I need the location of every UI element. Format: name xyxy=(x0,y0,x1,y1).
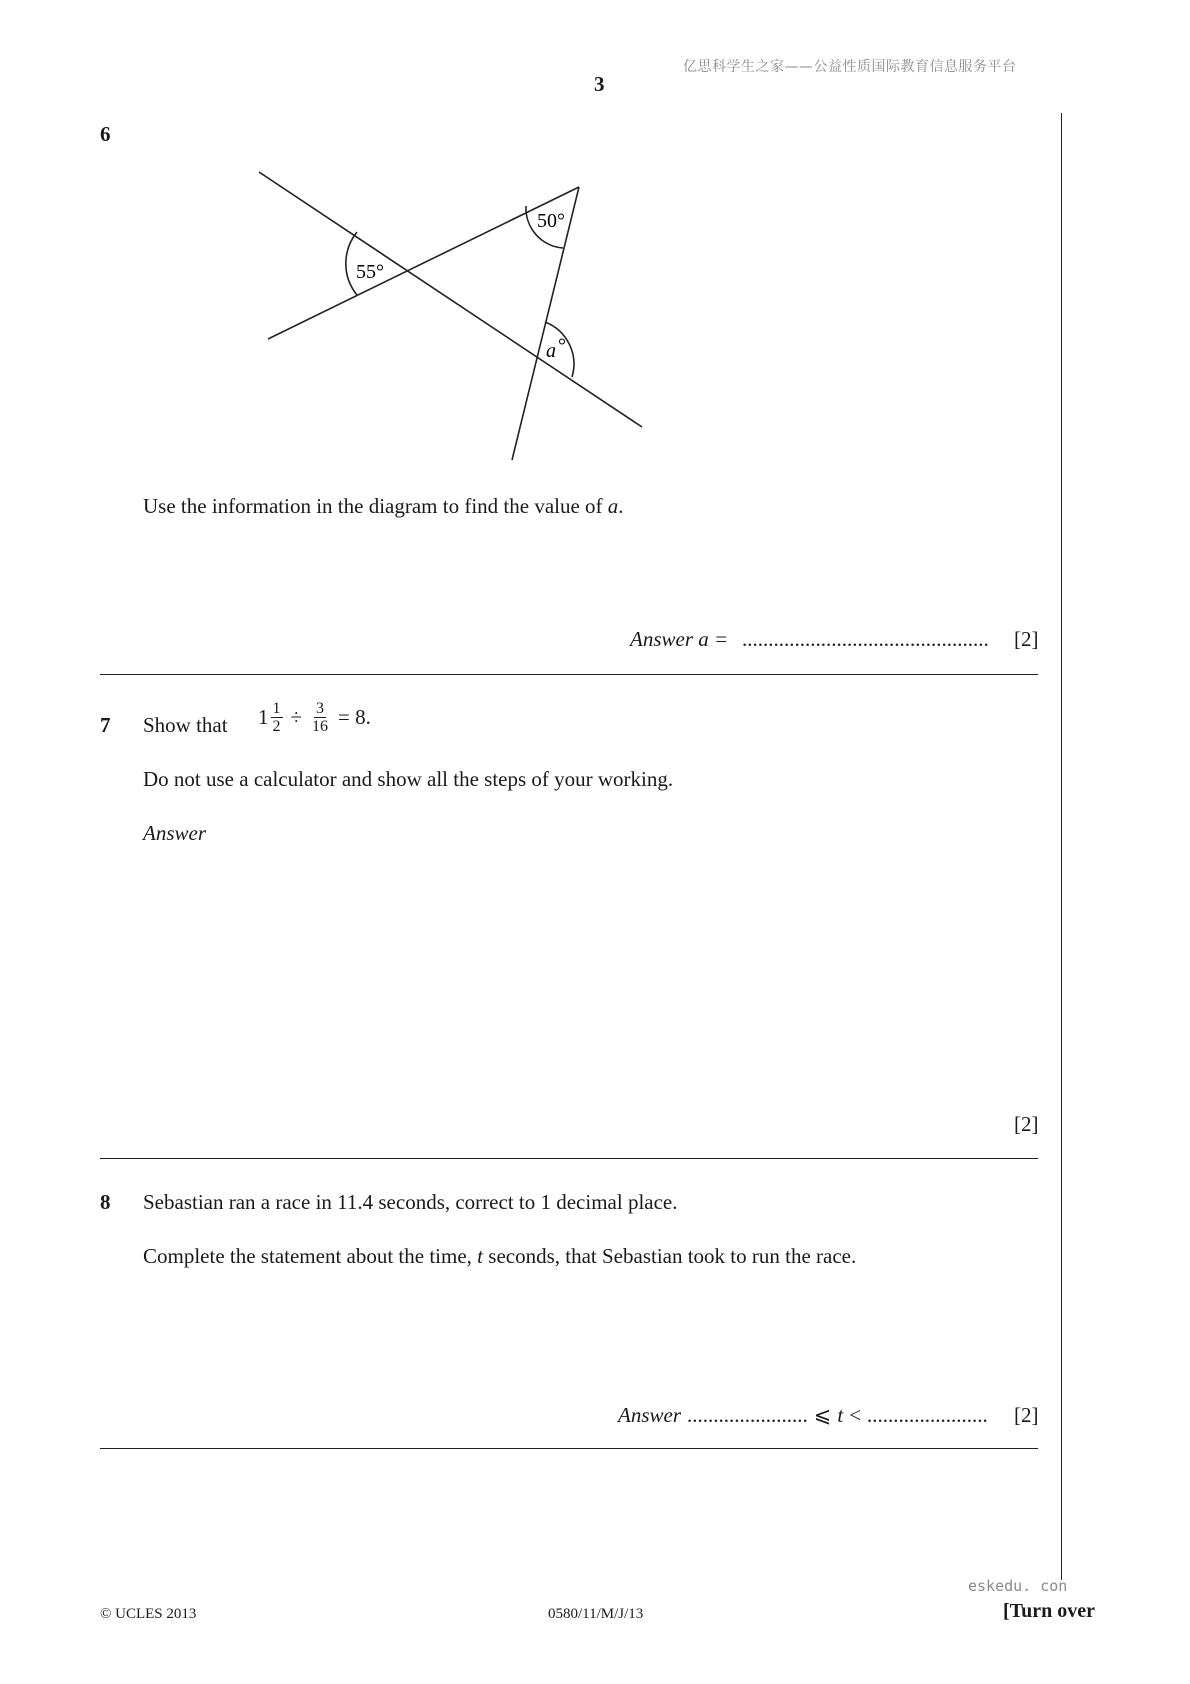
footer-paper-code: 0580/11/M/J/13 xyxy=(548,1606,644,1622)
question-8-line-1: Sebastian ran a race in 11.4 seconds, correct to 1 decimal place. xyxy=(143,1190,678,1214)
q6-prompt-var: a xyxy=(607,494,619,518)
question-6-number: 6 xyxy=(100,122,111,146)
q7-fraction-2 xyxy=(310,700,330,735)
footer-copyright: © UCLES 2013 xyxy=(100,1606,197,1622)
separator-q7 xyxy=(100,1158,1038,1159)
question-7-number: 7 xyxy=(100,713,111,737)
q7-divide-sign: ÷ xyxy=(290,705,303,729)
question-6-marks: [2] xyxy=(1014,627,1039,651)
q8-leq-sign: ⩽ xyxy=(813,1403,832,1427)
q8-answer-blank-left[interactable]: ....................... xyxy=(687,1403,808,1427)
question-8-number: 8 xyxy=(100,1190,111,1214)
question-7-expression xyxy=(258,700,371,735)
turn-over-label: [Turn over xyxy=(1003,1600,1096,1622)
q8-line2-pre: Complete the statement about the time, xyxy=(143,1244,478,1268)
line-transversal-1 xyxy=(259,172,642,427)
question-7-answer-label: Answer xyxy=(143,821,206,845)
question-7-show-that: Show that xyxy=(143,713,228,737)
footer-watermark: eskedu. con xyxy=(968,1577,1068,1595)
q8-answer-blank-right[interactable]: ....................... xyxy=(867,1403,988,1427)
angle-label-a-degree: ° xyxy=(558,335,566,357)
question-7-answer-space[interactable] xyxy=(143,852,1033,1102)
question-8-answer-row xyxy=(618,1403,988,1428)
question-6-answer-line[interactable]: ............................................... xyxy=(742,627,989,651)
question-6-answer-label: Answer a = xyxy=(630,627,729,651)
q6-prompt-end: . xyxy=(618,494,624,518)
q7-frac2-num: 3 xyxy=(316,700,325,717)
question-7-marks: [2] xyxy=(1014,1112,1039,1136)
separator-q8 xyxy=(100,1448,1038,1449)
watermark-text: 亿思科学生之家——公益性质国际教育信息服务平台 xyxy=(683,59,1017,75)
q7-equals: = 8. xyxy=(338,705,371,729)
separator-q6 xyxy=(100,674,1038,675)
angles-diagram xyxy=(0,0,1190,480)
question-7-instruction: Do not use a calculator and show all the steps of your working. xyxy=(143,767,674,791)
q7-frac1-num: 1 xyxy=(272,700,281,717)
q8-line2-var: t xyxy=(477,1244,484,1268)
q7-frac2-den: 16 xyxy=(312,718,329,735)
question-6-prompt xyxy=(143,494,624,519)
q7-whole: 1 xyxy=(258,705,269,729)
question-8-line-2 xyxy=(143,1244,856,1269)
page-number: 3 xyxy=(594,72,605,96)
q6-prompt-text: Use the information in the diagram to find the value of xyxy=(143,494,608,518)
q8-lt-sign: < xyxy=(849,1403,862,1427)
q7-frac1-den: 2 xyxy=(272,718,281,735)
question-8-marks: [2] xyxy=(1014,1403,1039,1427)
q8-line2-post: seconds, that Sebastian took to run the race. xyxy=(483,1244,857,1268)
q8-var-t: t xyxy=(837,1403,844,1427)
angle-label-a: a xyxy=(546,340,556,362)
angle-label-50: 50° xyxy=(537,210,565,232)
angle-label-55: 55° xyxy=(356,261,384,283)
q8-answer-label: Answer xyxy=(618,1403,681,1427)
q7-fraction-1 xyxy=(271,700,283,735)
